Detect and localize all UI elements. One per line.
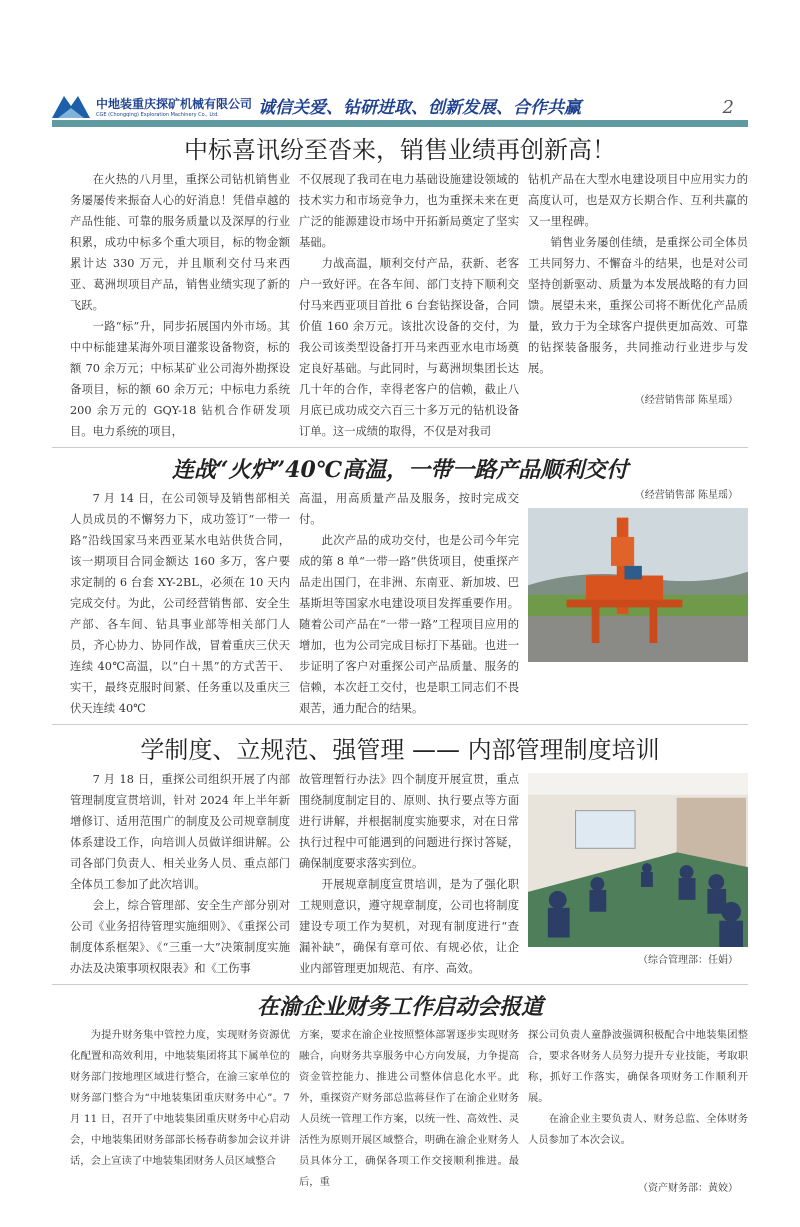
- divider: [52, 447, 748, 448]
- slogan: 诚信关爱、钻研进取、创新发展、合作共赢: [258, 98, 582, 118]
- paragraph: 开展规章制度宣贯培训，是为了强化职工规则意识，遵守规章制度，公司也将制度建设专项工作为契机，对现有制度进行“查漏补缺”，确保有章可依、有规必依，让企业内部管理更加规范、有序、高效。: [299, 878, 519, 975]
- company-name: 中地装重庆探矿机械有限公司: [96, 97, 253, 111]
- company-logo: [52, 92, 90, 118]
- article1-title: 中标喜讯纷至沓来，销售业绩再创新高！: [184, 136, 616, 164]
- article3-col2: [299, 769, 519, 979]
- article3-body: [52, 769, 748, 979]
- paragraph: 一路“标”升，同步拓展国内外市场。其中中标能建某海外项目灌浆设备物资，标的额 70 余万元；中标某矿业公司海外勘探设备项目，标的额 60 余万元；中标电力系统 200 余万元的 GQY-18 钻机合作研发项目。电力系统的项目，: [70, 320, 290, 438]
- article4-col3: [528, 1025, 748, 1197]
- paragraph: 探公司负责人童静波强调积极配合中地装集团整合，要求各财务人员努力提升专业技能，考取职称，抓好工作落实，确保各项财务工作顺利开展。: [528, 1029, 748, 1104]
- article3-caption: （综合管理部：任娟）: [638, 955, 738, 967]
- drilling-rig-photo: [528, 508, 748, 662]
- article1-col3: [528, 169, 748, 442]
- article1-col1: [70, 169, 290, 442]
- article2-title: 连战“火炉”40℃高温，一带一路产品顺利交付: [171, 457, 629, 483]
- article4-col2: [299, 1025, 519, 1197]
- training-meeting-photo: [528, 773, 748, 947]
- paragraph: 在渝企业主要负责人、财务总监、全体财务人员参加了本次会议。: [528, 1113, 748, 1146]
- paragraph: 故管理暂行办法》四个制度开展宣贯，重点围绕制度制定目的、原则、执行要点等方面进行讲解，并根据制度实施要求，对在日常执行过程中可能遇到的问题进行探讨答疑，确保制度要求落实到位。: [299, 773, 519, 870]
- article3-title: 学制度、立规范、强管理 —— 内部管理制度培训: [140, 736, 660, 764]
- paragraph: 在火热的八月里，重探公司钻机销售业务屡屡传来振奋人心的好消息！凭借卓越的产品性能、可靠的服务质量以及深厚的行业积累，成功中标多个重大项目，标的物金额累计达 330 万元，并且顺利交付马来西亚、葛洲坝项目产品，销售业绩实现了新的飞跃。: [70, 173, 290, 312]
- paragraph: 方案，要求在渝企业按照整体部署逐步实现财务融合，向财务共享服务中心方向发展，力争提高资金管控能力、推进公司整体信息化水平。此外，重探资产财务部总监蒋昼作了在渝企业财务人员统一管理工作方案，以统一性、高效性、灵活性为原则开展区域整合，明确在渝企业财务人员具体分工，确保各项工作交接顺利推进。最后，重: [299, 1029, 519, 1188]
- paragraph: 7 月 18 日，重探公司组织开展了内部管理制度宣贯培训，针对 2024 年上半年新增修订、适用范围广的制度及公司规章制度体系建设工作，向培训人员做详细讲解。公司各部门负责人、相关业务人员、重点部门全体员工参加了此次培训。: [70, 773, 290, 891]
- article4-signature: （资产财务部：黄姣）: [638, 1183, 738, 1194]
- article3-col3: [528, 769, 748, 979]
- header-bar: [52, 120, 748, 127]
- paragraph: 力战高温，顺利交付产品，获新、老客户一致好评。在各车间、部门支持下顺利交付马来西亚项目首批 6 台套钻探设备，合同价值 160 余万元。该批次设备的交付，为我公司该类型设备打开马来西亚水电市场奠定良好基础。与此同时，与葛洲坝集团长达几十年的合作，幸得老客户的信赖，截止八月底已成功成交六百三十多万元的钻机设备订单。这一成绩的取得，不仅是对我司: [299, 257, 519, 438]
- article1-col2: [299, 169, 519, 442]
- article2-col3: [528, 488, 748, 719]
- brand: [96, 95, 252, 118]
- article4-col1: [70, 1025, 290, 1197]
- page-header: [52, 88, 748, 118]
- page-number: 2: [722, 97, 734, 118]
- article2-col1: [70, 488, 290, 719]
- article2-body: [52, 488, 748, 719]
- paragraph: 销售业务屡创佳绩，是重探公司全体员工共同努力、不懈奋斗的结果，也是对公司坚持创新驱动、质量为本发展战略的有力回馈。展望未来，重探公司将不断优化产品质量，致力于为全球客户提供更加高效、可靠的钻探装备服务，共同推动行业进步与发展。: [528, 236, 748, 375]
- divider: [52, 724, 748, 725]
- divider: [52, 984, 748, 985]
- article3-col1: [70, 769, 290, 979]
- article4-title: 在渝企业财务工作启动会报道: [256, 994, 543, 1020]
- paragraph: 为提升财务集中管控力度，实现财务资源优化配置和高效利用，中地装集团将其下属单位的财务部门按地理区域进行整合，在渝三家单位的财务部门整合为“中地装集团重庆财务中心”。7 月 11 日，召开了中地装集团重庆财务中心启动会，中地装集团财务部部长杨春萌参加会议并讲话，会上宣读了中地装集团财务人员区域整合: [70, 1029, 290, 1167]
- paragraph: 7 月 14 日，在公司领导及销售部相关人员成员的不懈努力下，成功签订“一带一路”沿线国家马来西亚某水电站供货合同，该一期项目合同金额达 160 多万，客户要求定制的 6 台套 XY-2BL，必须在 10 天内完成交付。为此，公司经营销售部、安全生产部、各车间、钻具事业部等相关部门人员，齐心协力、协同作战，冒着重庆三伏天连续 40℃高温，以“白＋黑”的方式苦干、实干，最终克服时间紧、任务重以及重庆三伏天连续 40℃: [70, 492, 290, 715]
- company-name-en: CGE (Chongqing) Exploration Machinery Co., Ltd.: [96, 112, 219, 118]
- article1-body: [52, 169, 748, 442]
- article2-col2: [299, 488, 519, 719]
- paragraph: 此次产品的成功交付，也是公司今年完成的第 8 单“一带一路”供货项目，使重探产品走出国门，在非洲、东南亚、新加坡、巴基斯坦等国家水电建设项目发挥重要作用。随着公司产品在“一带一路”工程项目应用的增加，也为公司完成目标打下基础。也进一步证明了客户对重探公司产品质量、服务的信赖，本次赶工交付，也是职工同志们不畏艰苦，通力配合的结果。: [299, 534, 519, 715]
- article1-signature: （经营销售部 陈星瑶）: [634, 395, 738, 406]
- article4-body: [52, 1025, 748, 1197]
- paragraph: 钻机产品在大型水电建设项目中应用实力的高度认可，也是双方长期合作、互利共赢的又一里程碑。: [528, 173, 748, 228]
- paragraph: 会上，综合管理部、安全生产部分别对公司《业务招待管理实施细则》、《重探公司制度体系框架》、《“三重一大”决策制度实施办法及决策事项权限表》和《工伤事: [70, 899, 290, 975]
- article2-signature: （经营销售部 陈星瑶）: [634, 490, 738, 501]
- paragraph: 不仅展现了我司在电力基础设施建设领域的技术实力和市场竞争力，也为重探未来在更广泛的能源建设市场中开拓新局奠定了坚实基础。: [299, 173, 519, 249]
- paragraph: 高温，用高质量产品及服务，按时完成交付。: [299, 492, 519, 526]
